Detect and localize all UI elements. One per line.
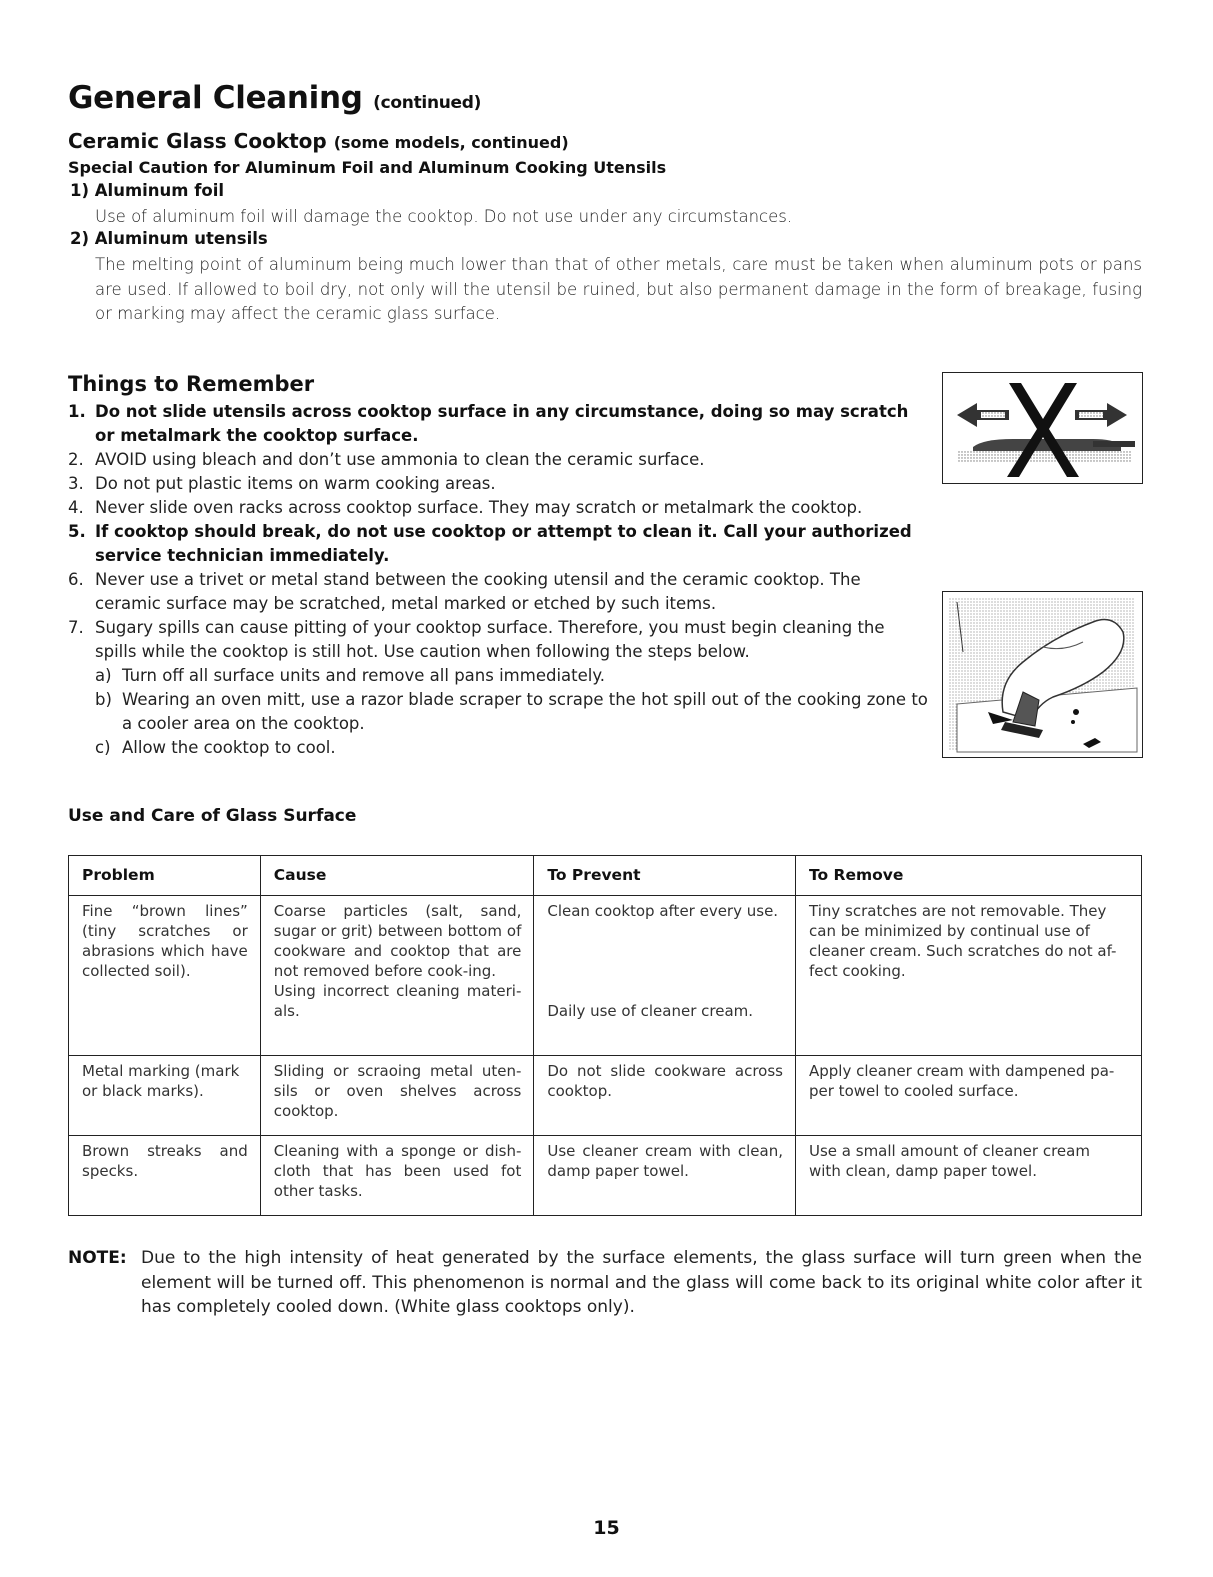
utensils-line-2: are used. If allowed to boil dry, not only will the utensil be ruined, but also permanent damage in the form of breakage, fusing	[95, 279, 1142, 299]
header-problem: Problem	[69, 856, 261, 896]
remove-text: Apply cleaner cream with dampened pa-per towel to cooled surface.	[809, 1062, 1115, 1100]
no-sliding-figure	[942, 372, 1143, 484]
remove-text: Use a small amount of cleaner cream with clean, damp paper towel.	[809, 1142, 1090, 1180]
aluminum-utensils-text	[95, 253, 1142, 327]
item-text: Never use a trivet or metal stand between the cooking utensil and the ceramic cooktop. The ceramic surface may be scratched, metal marked or etched by such items.	[95, 570, 861, 613]
table-row	[69, 1056, 1142, 1136]
cell-prevent	[534, 1136, 796, 1216]
cell-problem	[69, 896, 261, 1056]
cause-text: Using incorrect cleaning materi-als.	[273, 982, 522, 1020]
section-text: Ceramic Glass Cooktop	[68, 129, 327, 153]
subitem-letter: a)	[95, 666, 112, 685]
header-cause: Cause	[260, 856, 534, 896]
things-list	[68, 400, 928, 760]
item-text: Never slide oven racks across cooktop surface. They may scratch or metalmark the cooktop.	[95, 498, 863, 517]
cause-text: Coarse particles (salt, sand, sugar or grit) between bottom of cookware and cooktop that are not removed before cook-ing.	[273, 902, 522, 980]
things-to-remember-heading: Things to Remember	[68, 372, 315, 396]
remove-text: Tiny scratches are not removable. They can be minimized by continual use of cleaner cream. Such scratches do not af-fect cooking.	[809, 902, 1117, 980]
prevent-text: Use cleaner cream with clean, damp paper towel.	[547, 1142, 783, 1180]
problem-text: Metal marking (mark or black marks).	[82, 1062, 240, 1100]
no-sliding-pan-icon	[943, 373, 1141, 482]
cause-text: Sliding or scraoing metal uten-sils or oven shelves across cooktop.	[273, 1062, 522, 1120]
subitem-text: Turn off all surface units and remove all pans immediately.	[122, 666, 606, 685]
aluminum-foil-text	[95, 205, 1145, 230]
prevent-text: Clean cooktop after every use.	[547, 902, 779, 920]
cell-problem	[69, 1056, 261, 1136]
sub-list-item	[95, 688, 928, 736]
item-text: Do not put plastic items on warm cooking areas.	[95, 474, 496, 493]
sub-list-item	[95, 664, 928, 688]
section-heading	[68, 129, 569, 153]
problem-text: Brown streaks and specks.	[82, 1142, 248, 1180]
list-item	[68, 616, 928, 664]
page-title	[68, 80, 481, 116]
cell-remove	[796, 1136, 1142, 1216]
item-text: Do not slide utensils across cooktop surface in any circumstance, doing so may scratch or metalmark the cooktop surface.	[95, 402, 909, 445]
scraper-figure	[942, 591, 1143, 758]
subitem-letter: b)	[95, 690, 112, 709]
item-number: 2.	[68, 450, 84, 469]
cause-text: Cleaning with a sponge or dish-cloth that has been used fot other tasks.	[273, 1142, 522, 1200]
cell-cause	[260, 1056, 534, 1136]
cell-remove	[796, 1056, 1142, 1136]
item-text: AVOID using bleach and don’t use ammonia to clean the ceramic surface.	[95, 450, 705, 469]
cell-prevent	[534, 1056, 796, 1136]
cell-remove	[796, 896, 1142, 1056]
cell-problem	[69, 1136, 261, 1216]
cell-cause	[260, 896, 534, 1056]
header-prevent: To Prevent	[534, 856, 796, 896]
caution-heading: Special Caution for Aluminum Foil and Aluminum Cooking Utensils	[68, 158, 667, 177]
item-number: 6.	[68, 570, 84, 589]
note-label: NOTE:	[68, 1248, 127, 1268]
item-text: Sugary spills can cause pitting of your cooktop surface. Therefore, you must begin cleaning the spills while the cooktop is still hot. Use caution when following the steps below.	[95, 618, 885, 661]
list-item	[68, 400, 928, 448]
item-number: 5.	[68, 522, 86, 541]
header-remove: To Remove	[796, 856, 1142, 896]
table-header-row	[69, 856, 1142, 896]
scraper-glove-icon	[943, 592, 1141, 756]
prevent-text: Daily use of cleaner cream.	[547, 1002, 754, 1020]
item-number: 3.	[68, 474, 84, 493]
title-text: General Cleaning	[68, 80, 363, 116]
item-number: 1.	[68, 402, 86, 421]
utensils-line-1: The melting point of aluminum being much lower than that of other metals, care must be taken when aluminum pots or pans	[95, 255, 1142, 274]
foil-text-line: Use of aluminum foil will damage the cooktop. Do not use under any circumstances.	[95, 207, 793, 226]
table-row	[69, 896, 1142, 1056]
table-row	[69, 1136, 1142, 1216]
problem-text: Fine “brown lines” (tiny scratches or abrasions which have collected soil).	[82, 902, 248, 980]
page-number: 15	[593, 1517, 620, 1539]
subitem-letter: c)	[95, 738, 111, 757]
sub-list-item	[95, 736, 928, 760]
list-item	[68, 568, 928, 616]
cell-prevent	[534, 896, 796, 1056]
item-number: 7.	[68, 618, 84, 637]
list-item	[68, 520, 928, 568]
note-text: Due to the high intensity of heat generated by the surface elements, the glass surface will turn green when the element will be turned off. This phenomenon is normal and the glass will come back to its original white color after it has completely cooled down. (White glass cooktops only).	[141, 1248, 1142, 1317]
aluminum-utensils-label: 2) Aluminum utensils	[70, 229, 268, 248]
section-suffix: (some models, continued)	[333, 133, 569, 152]
item-number: 4.	[68, 498, 84, 517]
title-suffix: (continued)	[373, 93, 482, 113]
table-heading: Use and Care of Glass Surface	[68, 806, 357, 826]
note-block	[68, 1246, 1142, 1320]
glass-care-table	[68, 855, 1142, 1216]
list-item	[68, 472, 928, 496]
list-item	[68, 496, 928, 520]
list-item	[68, 448, 928, 472]
utensils-line-3: or marking may affect the ceramic glass surface.	[95, 304, 501, 323]
item-text: If cooktop should break, do not use cooktop or attempt to clean it. Call your authorized service technician immediately.	[95, 522, 912, 565]
cell-cause	[260, 1136, 534, 1216]
aluminum-foil-label: 1) Aluminum foil	[70, 181, 225, 200]
subitem-text: Wearing an oven mitt, use a razor blade scraper to scrape the hot spill out of the cooking zone to a cooler area on the cooktop.	[122, 690, 928, 733]
subitem-text: Allow the cooktop to cool.	[122, 738, 336, 757]
prevent-text: Do not slide cookware across cooktop.	[547, 1062, 783, 1100]
